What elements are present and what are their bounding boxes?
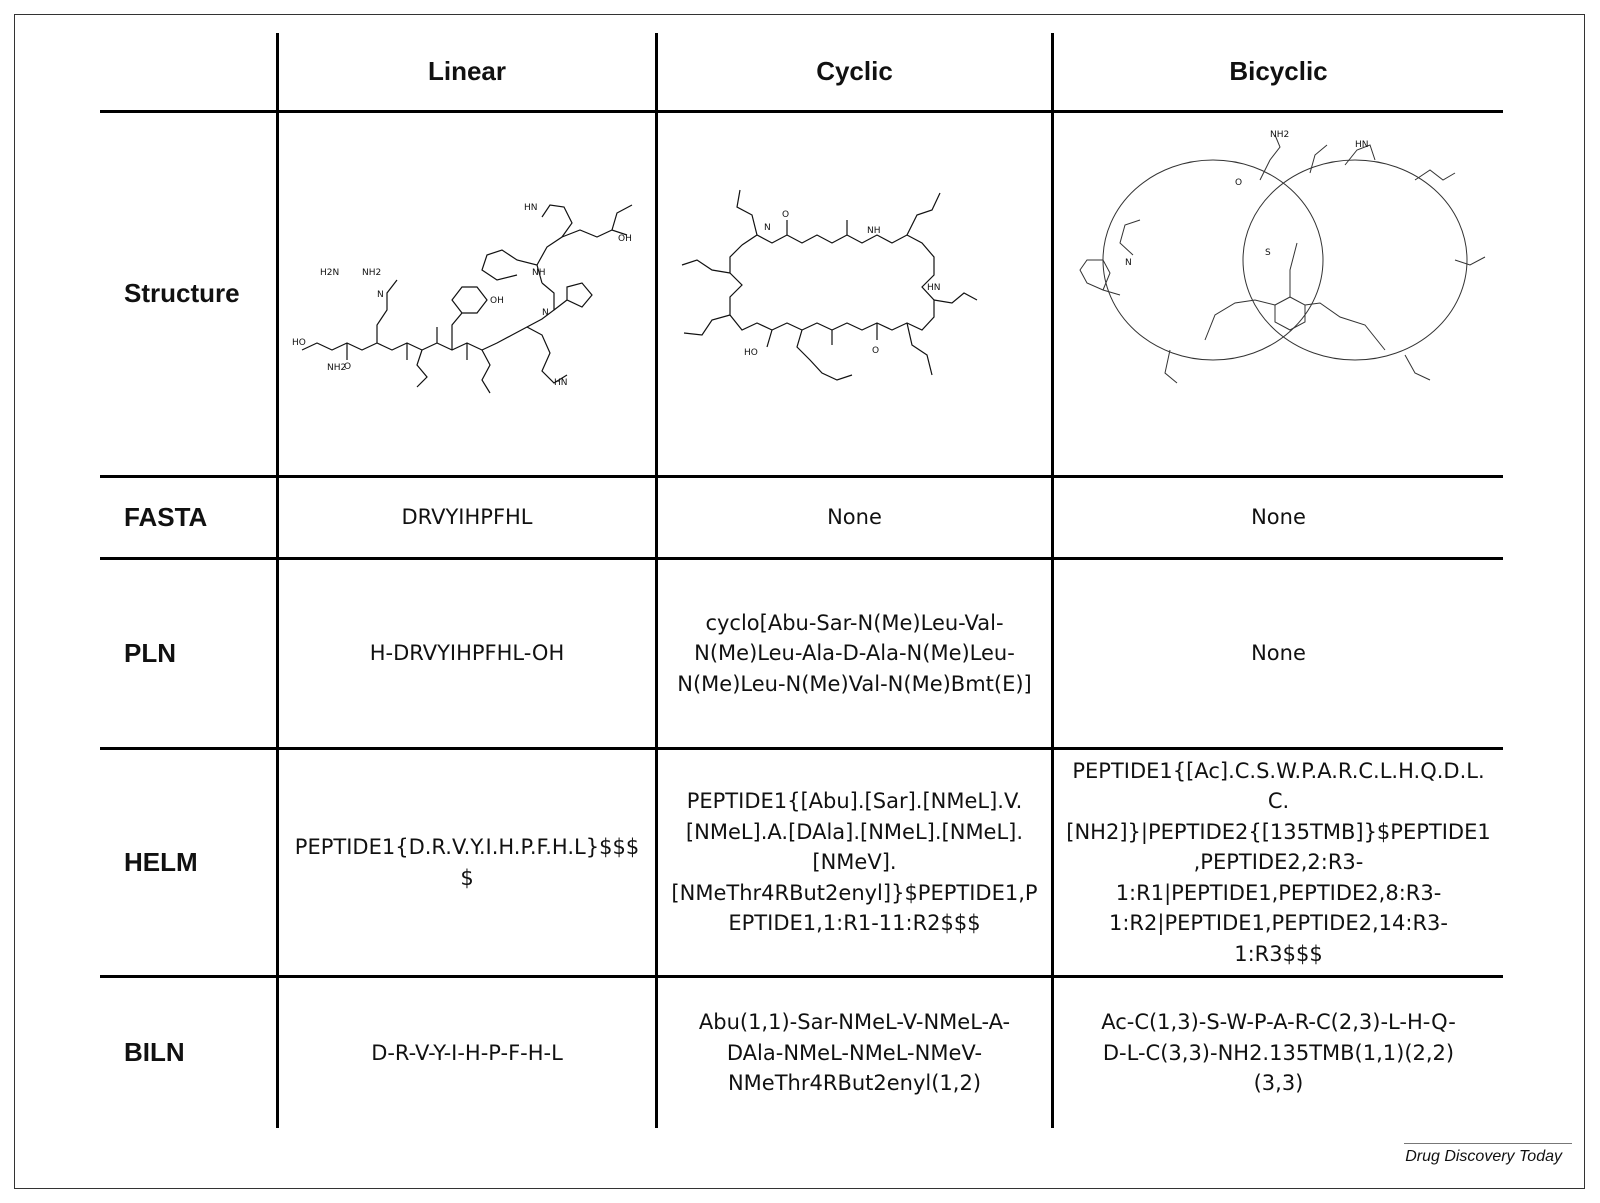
pln-bicyclic: None: [1251, 641, 1306, 666]
bicyclic-label-nh2: NH2: [1270, 130, 1290, 140]
cyclic-structure-image: [672, 175, 1037, 410]
cyclic-label-o-b: O: [872, 346, 880, 356]
linear-label-hn-b: HN: [554, 378, 568, 388]
linear-label-nh2-b: NH2: [362, 268, 382, 278]
helm-linear: PEPTIDE1{D.R.V.Y.I.H.P.F.H.L}$$$$: [294, 835, 640, 890]
pln-cyclic: cyclo[Abu-Sar-N(Me)Leu-Val-N(Me)Leu-Ala-D-Ala-N(Me)Leu-N(Me)Leu-N(Me)Val-N(Me)Bmt(E)]: [677, 610, 1032, 696]
biln-cyclic: Abu(1,1)-Sar-NMeL-V-NMeL-A-DAla-NMeL-NMeL-NMeV-NMeThr4RBut2enyl(1,2): [698, 1010, 1011, 1096]
row-header-helm: HELM: [124, 846, 198, 877]
bicyclic-label-n: N: [1125, 258, 1132, 268]
journal-rule: [1404, 1143, 1572, 1144]
cyclic-label-hn: HN: [927, 283, 941, 293]
biln-bicyclic: Ac-C(1,3)-S-W-P-A-R-C(2,3)-L-H-Q-D-L-C(3,3)-NH2.135TMB(1,1)(2,2)(3,3): [1101, 1010, 1456, 1096]
linear-label-nh: NH: [532, 268, 546, 278]
row-header-fasta: FASTA: [124, 501, 208, 532]
biln-linear: D-R-V-Y-I-H-P-F-H-L: [371, 1040, 563, 1065]
linear-label-oh-b: OH: [618, 234, 632, 244]
bicyclic-label-hn: HN: [1355, 140, 1369, 150]
fasta-cyclic: None: [827, 505, 882, 530]
cyclic-label-ho: HO: [744, 348, 758, 358]
linear-label-nh2: NH2: [327, 363, 347, 373]
cyclic-label-nh: NH: [867, 226, 881, 236]
linear-label-oh: OH: [490, 296, 504, 306]
linear-label-h2n: H2N: [320, 268, 340, 278]
row-header-biln: BILN: [124, 1037, 185, 1068]
linear-label-o: O: [344, 362, 352, 372]
helm-cyclic: PEPTIDE1{[Abu].[Sar].[NMeL].V.[NMeL].A.[DAla].[NMeL].[NMeL].[NMeV].[NMeThr4RBut2enyl]}$PEPTIDE1,PEPTIDE1,1:R1-11:R2$$$: [671, 789, 1038, 936]
linear-label-ho: HO: [292, 338, 306, 348]
rule-header-bottom: [100, 110, 1503, 113]
bicyclic-label-o: O: [1235, 178, 1243, 188]
fasta-linear: DRVYIHPFHL: [401, 505, 533, 530]
pln-linear: H-DRVYIHPFHL-OH: [369, 641, 565, 666]
bicyclic-label-s: S: [1265, 248, 1271, 258]
journal-name: Drug Discovery Today: [1405, 1148, 1562, 1165]
row-header-structure: Structure: [124, 278, 240, 309]
helm-bicyclic: PEPTIDE1{[Ac].C.S.W.P.A.R.C.L.H.Q.D.L.C.[NH2]}|PEPTIDE2{[135TMB]}$PEPTIDE1,PEPTIDE2,2:R3-1:R1|PEPTIDE1,PEPTIDE2,8:R3-1:R2|PEPTIDE1,PEPTIDE2,14:R3-1:R3$$$: [1066, 758, 1491, 966]
cyclic-label-o: O: [782, 210, 790, 220]
column-header-linear: Linear: [427, 55, 507, 86]
linear-structure-image: [292, 175, 647, 410]
fasta-bicyclic: None: [1251, 505, 1306, 530]
row-header-pln: PLN: [124, 637, 176, 668]
linear-label-n-b: N: [542, 308, 549, 318]
linear-label-n: N: [377, 290, 384, 300]
column-header-cyclic: Cyclic: [816, 55, 893, 86]
column-header-bicyclic: Bicyclic: [1229, 55, 1328, 86]
cyclic-label-n: N: [764, 223, 771, 233]
bicyclic-structure-image: [1065, 125, 1490, 395]
linear-label-hn: HN: [524, 203, 538, 213]
